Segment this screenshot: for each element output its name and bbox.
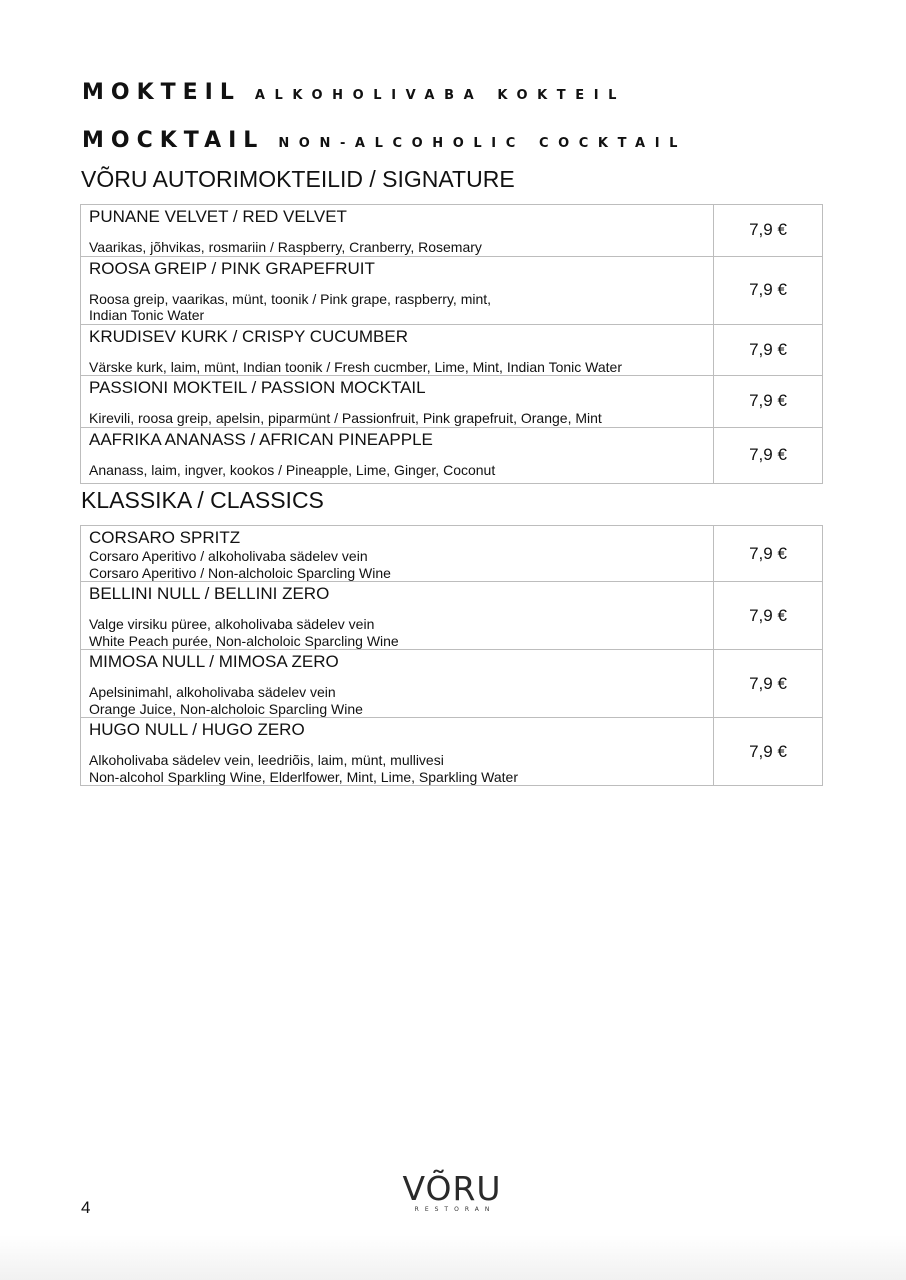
item-description: Corsaro Aperitivo / Non-alcholoic Sparcling Wine	[89, 564, 391, 581]
logo-subtitle: RESTORAN	[414, 1206, 496, 1213]
voru-logo	[398, 1169, 506, 1213]
table-row	[81, 376, 823, 428]
item-description: Kirevili, roosa greip, apelsin, piparmünt / Passionfruit, Pink grapefruit, Orange, Mint	[89, 410, 602, 426]
header-mocktail	[82, 128, 687, 153]
item-price: 7,9 €	[714, 324, 823, 376]
table-row	[81, 650, 823, 718]
item-description: Corsaro Aperitivo / alkoholivaba sädelev vein	[89, 548, 368, 564]
item-cell	[81, 376, 714, 428]
classics-table	[80, 525, 823, 786]
item-cell	[81, 582, 714, 650]
item-name: PUNANE VELVET / RED VELVET	[89, 207, 347, 226]
item-name: ROOSA GREIP / PINK GRAPEFRUIT	[89, 258, 375, 278]
item-description: Valge virsiku püree, alkoholivaba sädelev vein	[89, 616, 375, 632]
table-row	[81, 205, 823, 257]
item-description: Ananass, laim, ingver, kookos / Pineapple, Lime, Ginger, Coconut	[89, 461, 496, 478]
classics-section-title: KLASSIKA / CLASSICS	[81, 487, 324, 513]
logo-wordmark: VÕRU	[402, 1169, 502, 1208]
signature-table	[80, 204, 823, 484]
item-price: 7,9 €	[714, 376, 823, 428]
item-description: Vaarikas, jõhvikas, rosmariin / Raspberry, Cranberry, Rosemary	[89, 239, 482, 255]
signature-section-title: VÕRU AUTORIMOKTEILID / SIGNATURE	[81, 166, 515, 192]
table-row	[81, 324, 823, 376]
header-mocktail-subtitle: NON-ALCOHOLIC COCKTAIL	[278, 136, 688, 151]
item-name: MIMOSA NULL / MIMOSA ZERO	[89, 652, 339, 671]
table-row	[81, 582, 823, 650]
item-name: BELLINI NULL / BELLINI ZERO	[89, 584, 330, 603]
item-description: White Peach purée, Non-alcholoic Sparcling Wine	[89, 632, 399, 649]
table-row	[81, 526, 823, 582]
item-price: 7,9 €	[714, 526, 823, 582]
header-mokteil-title: MOKTEIL	[82, 80, 241, 105]
item-cell	[81, 650, 714, 718]
item-description: Indian Tonic Water	[89, 307, 205, 323]
item-description: Non-alcohol Sparkling Wine, Elderlfower, Mint, Lime, Sparkling Water	[89, 768, 518, 785]
item-price: 7,9 €	[714, 650, 823, 718]
item-description: Apelsinimahl, alkoholivaba sädelev vein	[89, 684, 336, 700]
header-mokteil	[82, 80, 626, 105]
item-cell	[81, 205, 714, 257]
item-price: 7,9 €	[714, 718, 823, 786]
item-description: Orange Juice, Non-alcholoic Sparcling Wine	[89, 700, 363, 717]
item-cell	[81, 718, 714, 786]
item-cell	[81, 324, 714, 376]
item-price: 7,9 €	[714, 582, 823, 650]
header-mokteil-subtitle: ALKOHOLIVABA KOKTEIL	[254, 88, 627, 103]
item-cell	[81, 526, 714, 582]
item-name: PASSIONI MOKTEIL / PASSION MOCKTAIL	[89, 378, 426, 397]
item-description: Alkoholivaba sädelev vein, leedriõis, laim, münt, mullivesi	[89, 752, 444, 768]
table-row	[81, 427, 823, 483]
item-price: 7,9 €	[714, 256, 823, 324]
header-mocktail-title: MOCKTAIL	[82, 128, 265, 153]
item-name: KRUDISEV KURK / CRISPY CUCUMBER	[89, 326, 408, 346]
item-name: AAFRIKA ANANASS / AFRICAN PINEAPPLE	[89, 429, 433, 449]
table-row	[81, 718, 823, 786]
item-cell	[81, 427, 714, 483]
item-price: 7,9 €	[714, 427, 823, 483]
item-name: CORSARO SPRITZ	[89, 528, 241, 547]
item-cell	[81, 256, 714, 324]
item-description: Värske kurk, laim, münt, Indian toonik / Fresh cucmber, Lime, Mint, Indian Tonic Water	[89, 358, 622, 375]
page-number: 4	[81, 1198, 91, 1217]
item-description: Roosa greip, vaarikas, münt, toonik / Pink grape, raspberry, mint,	[89, 290, 492, 307]
table-row	[81, 256, 823, 324]
item-price: 7,9 €	[714, 205, 823, 257]
item-name: HUGO NULL / HUGO ZERO	[89, 720, 305, 739]
